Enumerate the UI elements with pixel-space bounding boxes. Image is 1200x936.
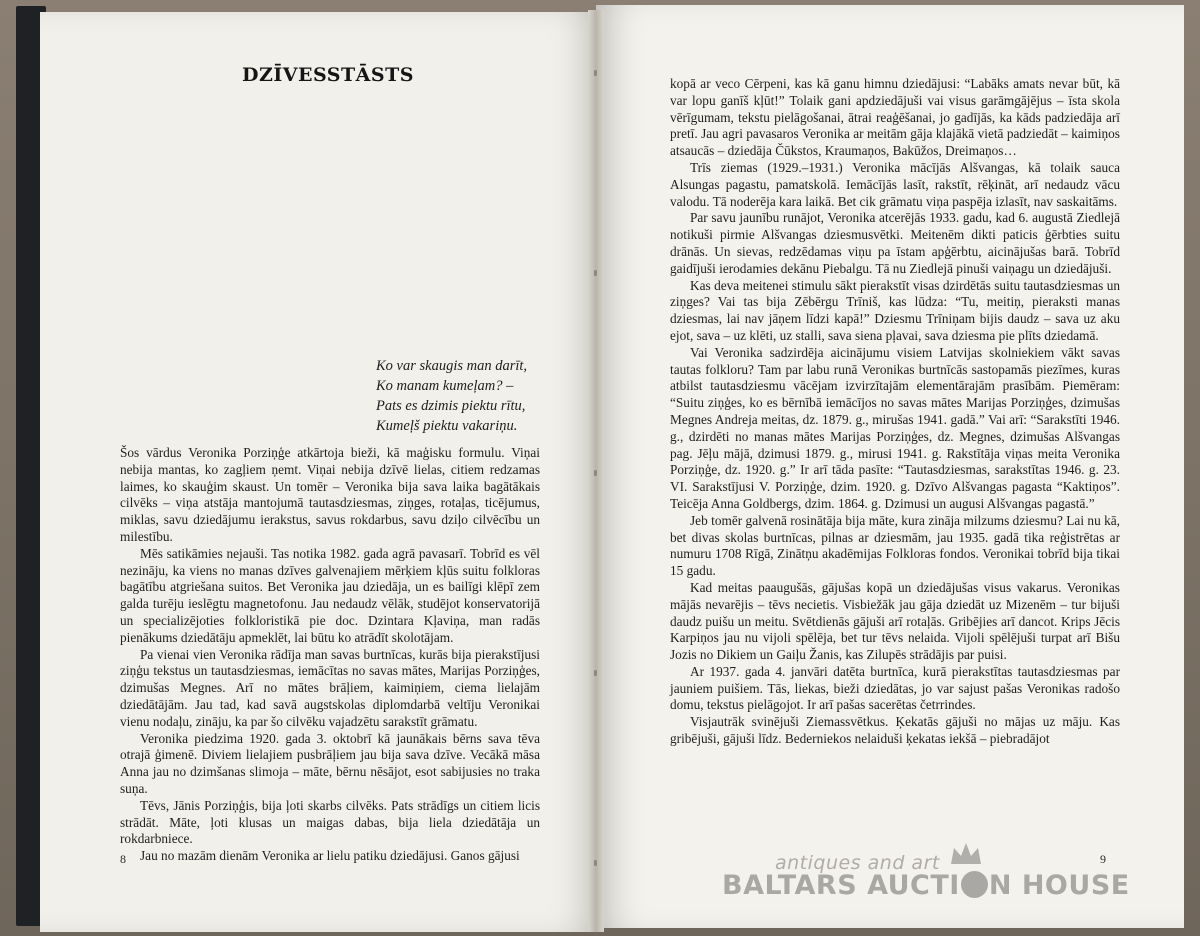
paragraph: Jeb tomēr galvenā rosinātāja bija māte, kura zināja milzums dziesmu? Lai nu kā, bet divas skolas burtnīcas, pilnas ar dziesmām, jau 1935. gadā tika reģistrētas ar numuru 1708 Rīgā, Zinātņu akadēmijas Folkloras fondos. Veronikai tobrīd bija tikai 15 gadu. xyxy=(670,512,1120,579)
paragraph: Mēs satikāmies nejauši. Tas notika 1982. gada agrā pavasarī. Tobrīd es vēl nezināju, ka viens no manas dzīves galvenajiem mērķiem kļūs suitu folkloras bagātību atgriešana suitos. Bet Veronika jau dziedāja, un es bailīgi klēpī zem galda turēju ieslēgtu magnetofonu. Jau nedaudz vēlāk, studējot konservatorijā un specializējoties folkloristikā pie doc. Dzintara Kļaviņa, man radās pienākums dziedātāju apmeklēt, lai būtu ko atrādīt skolotājam. xyxy=(120,545,540,645)
paragraph: Visjautrāk svinējuši Ziemassvētkus. Ķekatās gājuši no mājas uz māju. Kas gribējuši, gājuši līdz. Bederniekos nelaiduši ķekatas iekšā – piebradājot xyxy=(670,714,1120,747)
binding-stitch xyxy=(594,70,597,76)
paragraph: kopā ar veco Cērpeni, kas kā ganu himnu dziedājusi: “Labāks amats nevar būt, kā var lopu ganīš kļūt!” Tolaik gani apdziedājuši vai visus garāmgājējus – īsta skola vērīgumam, tekstu pielāgošanai, ātrai reaģēšanai, jo gadījās, ka kāds padziedāja arī pretī. Jau agri pavasaros Veronika ar meitām gāja klajākā vietā padziedāt – kaimiņos atsaucās – dziedāja Čūkstos, Kraumaņos, Bakūžos, Dreimaņos… xyxy=(670,76,1120,159)
binding-stitch xyxy=(594,470,597,476)
paragraph: Šos vārdus Veronika Porziņģe atkārtoja bieži, kā maģisku formulu. Viņai nebija mantas, ko zagļiem ņemt. Viņai nebija dzīvē lielas, citiem redzamas laimes, ko skauģim skaust. Un tomēr – Veronika bija sava laika bagātākais cilvēks – viņa atstāja mantojumā tautasdziesmas, ziņges, rotaļas, ticējumus, miklas, savu dziedājumu ierakstus, savus rokdarbus, savu dziļo cilvēcību un milestību. xyxy=(120,445,540,544)
watermark-brand xyxy=(722,870,1130,901)
paragraph: Kas deva meitenei stimulu sākt pierakstīt visas dzirdētās suitu tautasdziesmas un ziņges? Vai tas bija Zēbērgu Trīniš, kas lūdza: “Tu, meitiņ, pieraksti manas dziesmas, lai nav jāņem līdzi kapā!” Dziesmu Trīniņam bijis daudz – sava uz aku ejot, sava – uz klēti, uz stalli, sava siena pļavai, sava dziesma pie plīts dziedamā. xyxy=(670,277,1120,343)
poem-line: Ko manam kumeļam? – xyxy=(376,378,514,394)
watermark-brand-end: N HOUSE xyxy=(988,870,1130,901)
poem-line: Kumeļš piektu vakariņu. xyxy=(376,418,518,434)
paragraph: Jau no mazām dienām Veronika ar lielu patiku dziedājusi. Ganos gājusi xyxy=(140,848,520,864)
crown-icon xyxy=(948,840,984,868)
paragraph: Kad meitas paaugušās, gājušas kopā un dziedājušas visus vakarus. Veronikas mājās nevarējis – tēvs necietis. Visbiežāk jau gāja dziedāt uz Mizenēm – tur bijuši daudz puišu un meitu. Svētdienās gājuši arī rotaļās. Gribējies arī dancot. Krips Jēcis Karpiņos jau nu vijoli spēlēja, bet tur tēvs nelaida. Vijoli spēlējuši turpat arī Bišu Jozis no Dikiem un Gaiļu Žanis, kas Zilupēs strādājis par puisi. xyxy=(670,579,1120,663)
paragraph: Trīs ziemas (1929.–1931.) Veronika mācījās Alšvangas, kā tolaik sauca Alsungas pagastu, pamatskolā. Iemācījās lasīt, rakstīt, rēķināt, arī nedaudz vācu valodu. Tā noderēja kara laikā. Bet cik grāmatu viņa paspēja izlasīt, nav saskaitāms. xyxy=(670,159,1120,209)
page-number-left: 8 xyxy=(120,852,126,866)
chapter-title: DZĪVESSTĀSTS xyxy=(242,64,414,86)
watermark-tagline: antiques and art xyxy=(775,852,940,874)
paragraph: Ar 1937. gada 4. janvāri datēta burtnīca, kurā pierakstītas tautasdziesmas par jauniem puišiem. Tās, liekas, bieži dziedātas, jo var sajust pašas Veronikas radošo domu, tekstus pielāgojot. Ir arī pašas sacerētas četrrindes. xyxy=(670,663,1120,713)
binding-stitch xyxy=(594,860,597,866)
right-page-body xyxy=(670,76,1120,748)
paragraph: Par savu jaunību runājot, Veronika atcerējās 1933. gadu, kad 6. augustā Ziedlejā notikuši pirmie Alšvangas dziesmusvētki. Meitenēm dikti paticis ģērbties suitu drānās. Un sievas, redzēdamas viņu pa īstam apģērbtu, aicinājušas barā. Tobrīd gaidījuši ierodamies dekānu Piebalgu. Tā nu Ziedlejā pinuši vaiņagu un dziedājuši. xyxy=(670,210,1120,276)
paragraph: Tēvs, Jānis Porziņģis, bija ļoti skarbs cilvēks. Pats strādīgs un citiem licis strādāt. Māte, ļoti klusas un maigas dabas, bija liela dziedātāja un rokdarbniece. xyxy=(120,797,540,847)
epigraph-poem xyxy=(376,356,576,436)
binding-stitch xyxy=(594,670,597,676)
paragraph: Vai Veronika sadzirdēja aicinājumu visiem Latvijas skolniekiem vākt savas tautas folkloru? Tam par labu runā Veronikas burtnīcās sastopamās piezīmes, kuras atbilst tautasdziesmu vācējam izvirzītajām elementārajām prasībām. Piemēram: “Suitu ziņģes, ko es bērnībā iemācījos no savas mātes Marijas Porziņģes, dzimušas Megnes Andreja meitas, dz. 1879. g., mirušas 1941. gadā.” Vai arī: “Sarakstīti 1946. g., dzirdēti no manas mātes Marijas Porziņģes, dz. Megnes, dzimušas Alšvangas pag. Jēļu mājā, dzimusi 1879. g., mirusi 1941. g. Rakstītāja viņas meita Veronika Porziņģe, dz. 1920. g.” Ir arī tāda pasīte: “Tautasdziesmas, sarakstītas 1946. g. 23. VI. Sarakstījusi V. Porziņģe, dzim. 1920. g. Dzīvo Alšvangas pagasta “Kaktiņos”. Teicēja Anna Goldbergs, dzim. 1864. g. Dzimusi un augusi Alšvangas pagastā.” xyxy=(670,344,1120,511)
page-number-right: 9 xyxy=(1100,852,1106,866)
binding-stitch xyxy=(594,270,597,276)
left-page-body xyxy=(120,445,540,865)
watermark-brand-start: BALTARS AUCTI xyxy=(722,870,960,901)
poem-line: Ko var skaugis man darīt, xyxy=(376,358,528,374)
poem-line: Pats es dzimis piektu rītu, xyxy=(376,398,526,414)
watermark-o-icon xyxy=(961,871,988,898)
paragraph: Veronika piedzima 1920. gada 3. oktobrī kā jaunākais bērns sava tēva otrajā ģimenē. Diviem lielajiem pusbrāļiem jau bija sava dzīve. Vecākā māsa Anna jau no dzimšanas slimoja – māte, bērnu nēsājot, esot sabijusies no traka suņa. xyxy=(120,730,540,796)
paragraph: Pa vienai vien Veronika rādīja man savas burtnīcas, kurās bija pierakstījusi ziņģu tekstus un tautasdziesmas, iemācītas no savas mātes, Marijas Porziņģes, dzimušas Megnes. Arī no mātes brāļiem, kaimiņiem, ciema lielajām dziedātājām. Jau tad, kad savā augstskolas diplomdarbā veltīju Veronikai vienu nodaļu, zināju, ka par šo cilvēku vajadzētu sarakstīt grāmatu. xyxy=(120,646,540,729)
